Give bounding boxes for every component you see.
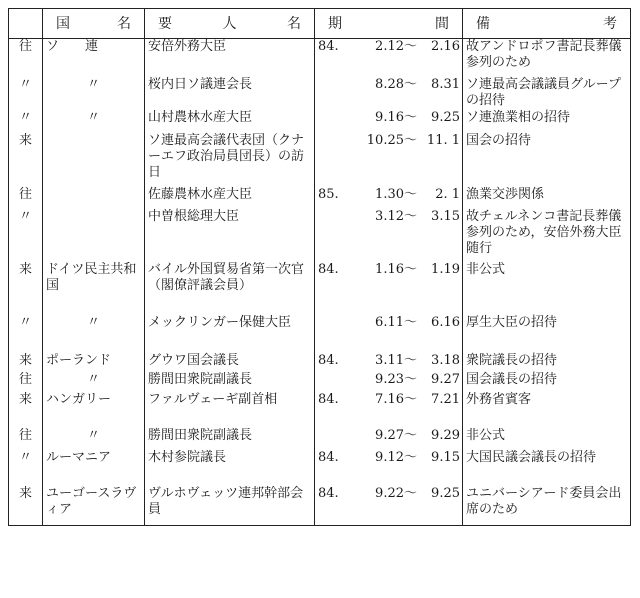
table-row <box>9 450 631 486</box>
table-row <box>9 39 631 77</box>
period-tilde: 〜 <box>404 314 418 330</box>
period-tilde: 〜 <box>404 132 418 148</box>
direction-cell: 来 <box>9 486 43 526</box>
header-notes: 備 考 <box>463 9 631 39</box>
person-cell: 安倍外務大臣 <box>145 39 315 77</box>
person-cell: 勝間田衆院副議長 <box>145 372 315 392</box>
note-cell: ソ連最高会議議員グループの招待 <box>463 77 631 110</box>
period-end: 3.18 <box>431 352 460 368</box>
country-cell: ハンガリー <box>43 392 145 428</box>
period-tilde: 〜 <box>404 76 418 92</box>
direction-cell: 〃 <box>9 315 43 353</box>
direction-cell: 〃 <box>9 77 43 110</box>
period-cell <box>315 392 463 428</box>
header-person: 要 人 名 <box>145 9 315 39</box>
table-row <box>9 428 631 450</box>
table-row <box>9 486 631 526</box>
country-cell: 〃 <box>43 77 145 110</box>
period-cell <box>315 209 463 262</box>
period-start: 9.16 <box>375 109 404 125</box>
table-row <box>9 110 631 133</box>
country-cell: ドイツ民主共和国 <box>43 262 145 315</box>
person-cell: ファルヴェーギ副首相 <box>145 392 315 428</box>
period-tilde: 〜 <box>404 208 418 224</box>
period-tilde: 〜 <box>404 261 418 277</box>
period-end: 9.25 <box>431 109 460 125</box>
period-end: 7.21 <box>431 391 460 407</box>
period-cell <box>315 39 463 77</box>
period-year: 84. <box>318 485 339 501</box>
country-cell <box>43 133 145 187</box>
country-cell: ルーマニア <box>43 450 145 486</box>
period-tilde: 〜 <box>404 186 418 202</box>
period-start: 2.12 <box>375 39 404 54</box>
period-tilde: 〜 <box>404 371 418 387</box>
person-cell: 桜内日ソ議連会長 <box>145 77 315 110</box>
note-cell: 大国民議会議長の招待 <box>463 450 631 486</box>
table-row <box>9 187 631 209</box>
period-start: 9.12 <box>375 449 404 465</box>
period-start: 6.11 <box>375 314 404 330</box>
person-cell: 勝間田衆院副議長 <box>145 428 315 450</box>
period-start: 10.25 <box>366 132 404 148</box>
country-cell: ポーランド <box>43 353 145 372</box>
period-cell <box>315 315 463 353</box>
period-tilde: 〜 <box>404 427 418 443</box>
direction-cell: 〃 <box>9 110 43 133</box>
visits-table <box>8 8 631 526</box>
period-year: 85. <box>318 186 339 202</box>
period-year: 84. <box>318 352 339 368</box>
table-row <box>9 353 631 372</box>
period-end: 6.16 <box>431 314 460 330</box>
direction-cell: 来 <box>9 353 43 372</box>
note-cell: 外務省賓客 <box>463 392 631 428</box>
period-start: 3.12 <box>375 208 404 224</box>
table-header-row <box>9 9 631 39</box>
person-cell: 山村農林水産大臣 <box>145 110 315 133</box>
direction-cell: 来 <box>9 133 43 187</box>
period-start: 3.11 <box>375 352 404 368</box>
period-cell <box>315 77 463 110</box>
table-row <box>9 133 631 187</box>
country-cell: 〃 <box>43 372 145 392</box>
table-row <box>9 77 631 110</box>
note-cell: 国会議長の招待 <box>463 372 631 392</box>
country-cell: ソ 連 <box>43 39 145 77</box>
person-cell: ヴルホヴェッツ連邦幹部会員 <box>145 486 315 526</box>
period-cell <box>315 187 463 209</box>
note-cell: 国会の招待 <box>463 133 631 187</box>
period-end: 9.25 <box>431 485 460 501</box>
period-start: 9.22 <box>375 485 404 501</box>
country-cell: ユーゴースラヴィア <box>43 486 145 526</box>
table-row <box>9 315 631 353</box>
period-tilde: 〜 <box>404 109 418 125</box>
period-year: 84. <box>318 449 339 465</box>
period-start: 7.16 <box>375 391 404 407</box>
period-start: 1.16 <box>375 261 404 277</box>
period-year: 84. <box>318 39 339 54</box>
period-tilde: 〜 <box>404 39 418 54</box>
period-end: 11. 1 <box>426 132 460 148</box>
period-cell <box>315 372 463 392</box>
period-tilde: 〜 <box>404 485 418 501</box>
period-tilde: 〜 <box>404 391 418 407</box>
period-start: 1.30 <box>375 186 404 202</box>
direction-cell: 往 <box>9 372 43 392</box>
header-country: 国 名 <box>43 9 145 39</box>
note-cell: 厚生大臣の招待 <box>463 315 631 353</box>
table-row <box>9 372 631 392</box>
period-cell <box>315 353 463 372</box>
header-period: 期 間 <box>315 9 463 39</box>
period-start: 8.28 <box>375 76 404 92</box>
period-start: 9.23 <box>375 371 404 387</box>
table-row <box>9 209 631 262</box>
period-year: 84. <box>318 391 339 407</box>
table-row <box>9 392 631 428</box>
table-row <box>9 262 631 315</box>
header-direction <box>9 9 43 39</box>
period-cell <box>315 428 463 450</box>
country-cell <box>43 209 145 262</box>
period-end: 2. 1 <box>435 186 460 202</box>
note-cell: 衆院議長の招待 <box>463 353 631 372</box>
note-cell: 故チェルネンコ書記長葬儀参列のため，安倍外務大臣随行 <box>463 209 631 262</box>
country-cell <box>43 187 145 209</box>
period-start: 9.27 <box>375 427 404 443</box>
note-cell: ユニバーシアード委員会出席のため <box>463 486 631 526</box>
direction-cell: 〃 <box>9 450 43 486</box>
note-cell: ソ連漁業相の招待 <box>463 110 631 133</box>
period-cell <box>315 486 463 526</box>
person-cell: メックリンガー保健大臣 <box>145 315 315 353</box>
period-cell <box>315 110 463 133</box>
note-cell: 漁業交渉関係 <box>463 187 631 209</box>
person-cell: グウワ国会議長 <box>145 353 315 372</box>
period-end: 8.31 <box>431 76 460 92</box>
direction-cell: 〃 <box>9 209 43 262</box>
person-cell: バイル外国貿易省第一次官（閣僚評議会員） <box>145 262 315 315</box>
period-tilde: 〜 <box>404 449 418 465</box>
period-year: 84. <box>318 261 339 277</box>
country-cell: 〃 <box>43 428 145 450</box>
direction-cell: 来 <box>9 392 43 428</box>
period-cell <box>315 262 463 315</box>
period-tilde: 〜 <box>404 352 418 368</box>
person-cell: 佐藤農林水産大臣 <box>145 187 315 209</box>
country-cell: 〃 <box>43 315 145 353</box>
period-end: 9.15 <box>431 449 460 465</box>
period-end: 2.16 <box>431 39 460 54</box>
period-cell <box>315 450 463 486</box>
direction-cell: 往 <box>9 187 43 209</box>
period-end: 9.27 <box>431 371 460 387</box>
note-cell: 非公式 <box>463 262 631 315</box>
period-end: 3.15 <box>431 208 460 224</box>
person-cell: 木村参院議長 <box>145 450 315 486</box>
direction-cell: 来 <box>9 262 43 315</box>
person-cell: 中曽根総理大臣 <box>145 209 315 262</box>
direction-cell: 往 <box>9 39 43 77</box>
period-cell <box>315 133 463 187</box>
note-cell: 非公式 <box>463 428 631 450</box>
country-cell: 〃 <box>43 110 145 133</box>
person-cell: ソ連最高会議代表団（クナーエフ政治局員団長）の訪日 <box>145 133 315 187</box>
period-end: 9.29 <box>431 427 460 443</box>
direction-cell: 往 <box>9 428 43 450</box>
note-cell: 故アンドロポフ書記長葬儀参列のため <box>463 39 631 77</box>
period-end: 1.19 <box>431 261 460 277</box>
